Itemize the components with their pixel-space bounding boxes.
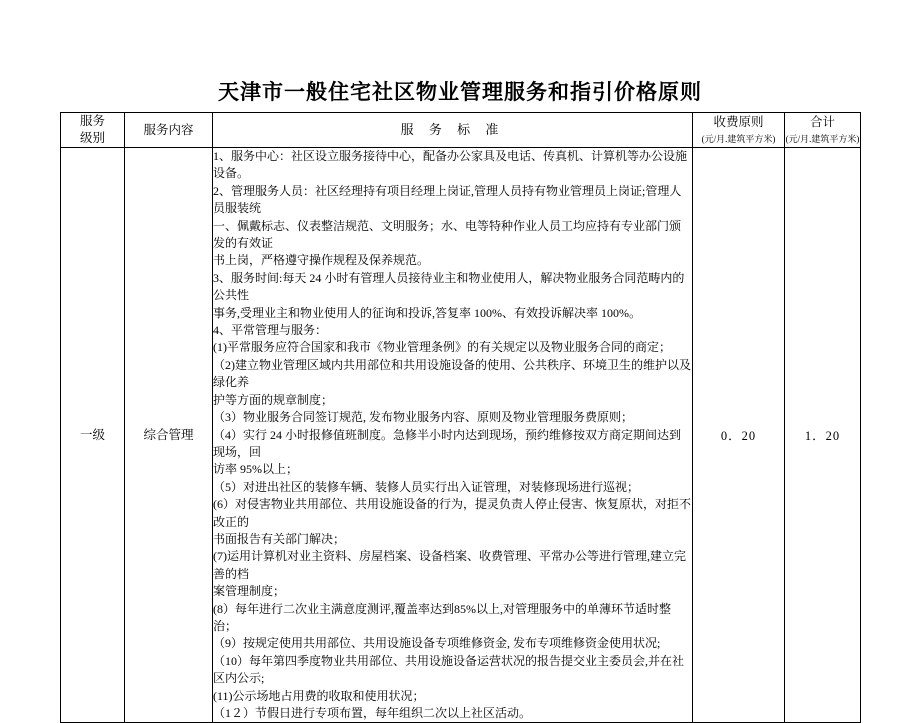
header-total	[785, 113, 861, 148]
page-title: 天津市一般住宅社区物业管理服务和指引价格原则	[218, 80, 702, 104]
standard-line: 书上岗，严格遵守操作规程及保养规范。	[213, 253, 430, 268]
standard-line: (8）每年进行二次业主满意度测评,覆盖率达到85%以上,对管理服务中的单薄环节适时整治；	[213, 601, 671, 633]
header-fee-principle-main: 收费原则	[713, 115, 764, 129]
price-principle-table	[60, 112, 861, 723]
standard-line: 书面报告有关部门解决；	[213, 531, 346, 546]
standard-line: 一、佩戴标志、仪表整洁规范、文明服务；水、电等特种作业人员工均应持有专业部门颁发的有效证	[213, 218, 682, 251]
standard-line: （5）对进出社区的装修车辆、装修人员实行出入证管理，对装修现场进行巡视；	[213, 479, 640, 494]
standard-line: 3、服务时间:每天 24 小时有管理人员接待业主和物业使用人，解决物业服务合同范畴内的公共性	[213, 270, 685, 303]
standard-line: (11)公示场地占用费的收取和使用状况；	[213, 688, 425, 703]
standard-line: 1、服务中心：社区设立服务接待中心，配备办公家具及电话、传真机、计算机等办公设施设备。	[213, 149, 688, 181]
header-service-level-line1: 服务	[79, 114, 105, 128]
standard-line: （3）物业服务合同签订规范, 发布物业服务内容、原则及物业管理服务费原则；	[213, 410, 634, 425]
standard-line: (1)平常服务应符合国家和我市《物业管理条例》的有关规定以及物业服务合同的商定；	[213, 340, 671, 355]
table-header-row	[61, 113, 861, 148]
standard-line: （1２）节假日进行专项布置，每年组织二次以上社区活动。	[213, 706, 532, 720]
standard-line: 护等方面的规章制度；	[213, 392, 334, 407]
header-total-main: 合计	[809, 115, 835, 129]
cell-total: 1．20	[785, 148, 861, 723]
cell-service-level: 一级	[61, 148, 125, 723]
standard-line: 4、平常管理与服务：	[213, 323, 328, 338]
header-service-content: 服务内容	[125, 113, 213, 148]
cell-fee-principle: 0．20	[693, 148, 785, 723]
standard-line: 案管理制度；	[213, 584, 286, 599]
cell-service-standard	[213, 148, 693, 723]
standard-line: （9）按规定使用共用部位、共用设施设备专项维修资金, 发布专项维修资金使用状况;	[213, 636, 661, 651]
header-service-standard-label: 服 务 标 准	[400, 122, 505, 137]
standard-line: （4）实行 24 小时报修值班制度。急修半小时内达到现场，预约维修按双方商定期间达到现场，回	[213, 427, 682, 459]
cell-service-content: 综合管理	[125, 148, 213, 723]
header-fee-principle-unit: (元/月.建筑平方米)	[701, 134, 776, 144]
header-fee-principle	[693, 113, 785, 148]
standard-line: (7)运用计算机对业主资料、房屋档案、设备档案、收费管理、平常办公等进行管理,建立完善的档	[213, 549, 686, 581]
standard-line: 2、管理服务人员：社区经理持有项目经理上岗证,管理人员持有物业管理员上岗证;管理人员服装统	[213, 183, 682, 216]
standard-line: 事务,受理业主和物业使用人的征询和投诉,答复率 100%、有效投诉解决率 100%。	[213, 305, 641, 320]
standard-line: (6）对侵害物业共用部位、共用设施设备的行为，提灵负责人停止侵害、恢复原状，对拒不改正的	[213, 497, 691, 529]
header-service-level-line2: 级别	[79, 131, 105, 145]
standard-line: （10）每年第四季度物业共用部位、共用设施设备运营状况的报告提交业主委员会,并在社区内公示;	[213, 653, 685, 686]
table-row	[61, 148, 861, 723]
standard-line: 访率 95%以上；	[213, 462, 298, 477]
header-total-unit: (元/月.建筑平方米)	[785, 134, 860, 144]
standard-line: （2)建立物业管理区域内共用部位和共用设施设备的使用、公共秩序、环境卫生的维护以及绿化养	[213, 357, 691, 390]
header-service-level	[61, 113, 125, 148]
header-service-standard	[213, 113, 693, 148]
